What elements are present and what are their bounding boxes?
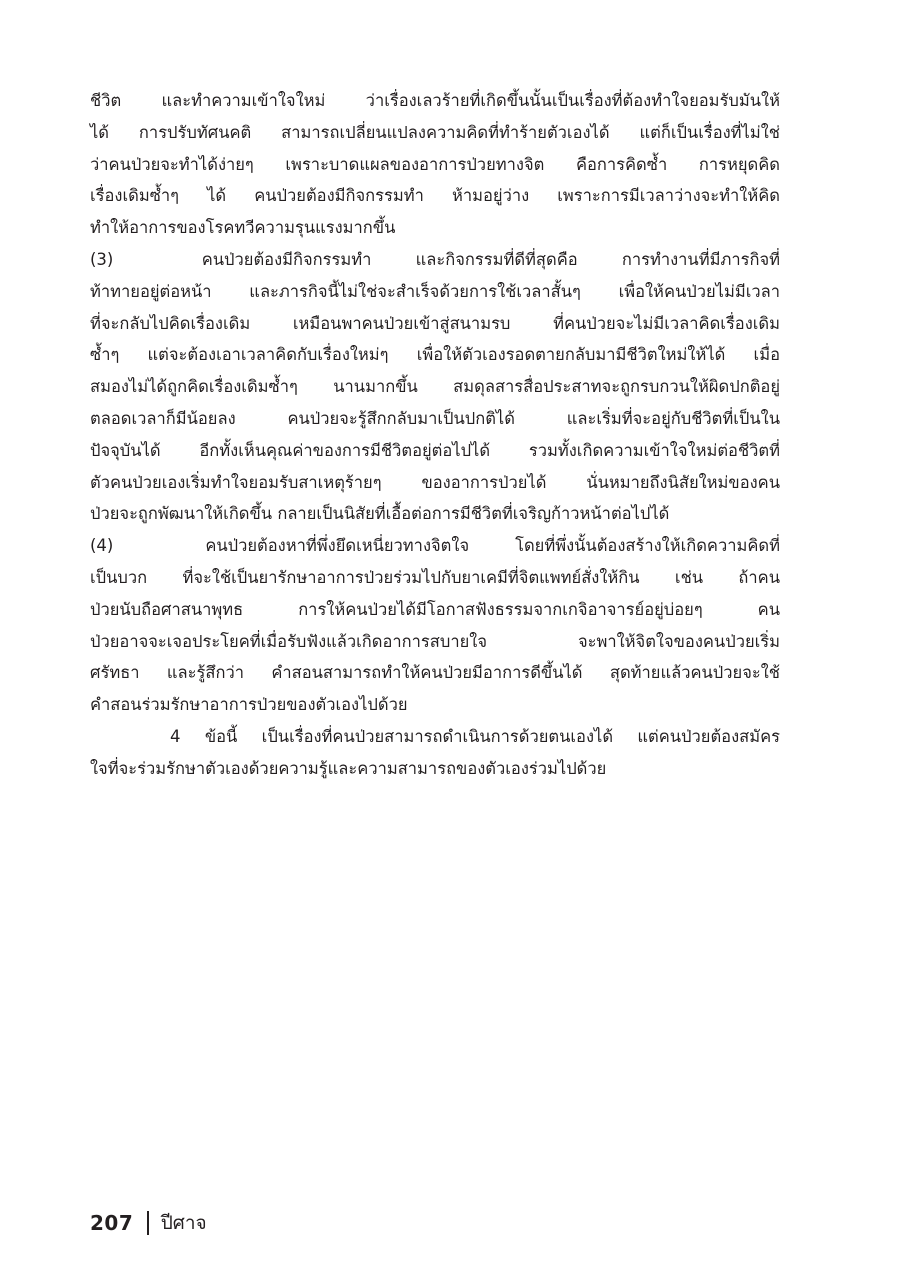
page-body xyxy=(90,85,780,785)
body-line: ได้ การปรับทัศนคติ สามารถเปลี่ยนแปลงความคิดที่ทำร้ายตัวเองได้ แต่ก็เป็นเรื่องที่ไม่ใช่ xyxy=(90,122,780,142)
body-line: ท้าทายอยู่ต่อหน้า และภารกิจนี้ไม่ใช่จะสำเร็จด้วยการใช้เวลาสั้นๆ เพื่อให้คนป่วยไม่มีเวลา xyxy=(90,281,780,301)
page-footer xyxy=(90,1208,207,1238)
running-title: ปีศาจ xyxy=(160,1212,207,1234)
body-line: ซ้ำๆ แต่จะต้องเอาเวลาคิดกับเรื่องใหม่ๆ เพื่อให้ตัวเองรอดตายกลับมามีชีวิตใหม่ให้ได้ เมื่อ xyxy=(90,345,780,365)
body-line: ว่าคนป่วยจะทำได้ง่ายๆ เพราะบาดแผลของอาการป่วยทางจิต คือการคิดซ้ำ การหยุดคิด xyxy=(90,154,780,174)
body-line: ป่วยอาจจะเจอประโยคที่เมื่อรับฟังแล้วเกิดอาการสบายใจ จะพาให้จิตใจของคนป่วยเริ่ม xyxy=(90,631,780,651)
body-line: ทำให้อาการของโรคทวีความรุนแรงมากขึ้น xyxy=(90,218,396,238)
body-line: ป่วยจะถูกพัฒนาให้เกิดขึ้น กลายเป็นนิสัยที่เอื้อต่อการมีชีวิตที่เจริญก้าวหน้าต่อไปได้ xyxy=(90,504,670,524)
body-line: ศรัทธา และรู้สึกว่า คำสอนสามารถทำให้คนป่วยมีอาการดีขึ้นได้ สุดท้ายแล้วคนป่วยจะใช้ xyxy=(90,663,780,683)
body-line: ปัจจุบันได้ อีกทั้งเห็นคุณค่าของการมีชีวิตอยู่ต่อไปได้ รวมทั้งเกิดความเข้าใจใหม่ต่อชีวิตที่ xyxy=(90,440,780,460)
body-line: ใจที่จะร่วมรักษาตัวเองด้วยความรู้และความสามารถของตัวเองร่วมไปด้วย xyxy=(90,758,607,778)
body-line: สมองไม่ได้ถูกคิดเรื่องเดิมซ้ำๆ นานมากขึ้น สมดุลสารสื่อประสาทจะถูกรบกวนให้ผิดปกติอยู่ xyxy=(90,377,780,397)
body-line: ชีวิต และทำความเข้าใจใหม่ ว่าเรื่องเลวร้ายที่เกิดขึ้นนั้นเป็นเรื่องที่ต้องทำใจยอมรับมันให้ xyxy=(90,91,780,110)
body-line: ป่วยนับถือศาสนาพุทธ การให้คนป่วยได้มีโอกาสฟังธรรมจากเกจิอาจารย์อยู่บ่อยๆ คน xyxy=(90,599,780,619)
body-line: คำสอนร่วมรักษาอาการป่วยของตัวเองไปด้วย xyxy=(90,695,408,715)
page-number: 207 xyxy=(90,1211,134,1235)
closing-paragraph-line: 4 ข้อนี้ เป็นเรื่องที่คนป่วยสามารถดำเนินการด้วยตนเองได้ แต่คนป่วยต้องสมัคร xyxy=(170,726,780,746)
body-line: ที่จะกลับไปคิดเรื่องเดิม เหมือนพาคนป่วยเข้าสู่สนามรบ ที่คนป่วยจะไม่มีเวลาคิดเรื่องเดิม xyxy=(90,313,780,333)
body-line: ตลอดเวลาก็มีน้อยลง คนป่วยจะรู้สึกกลับมาเป็นปกติได้ และเริ่มที่จะอยู่กับชีวิตที่เป็นใน xyxy=(90,408,780,428)
list-item-3-line: (3) คนป่วยต้องมีกิจกรรมทำ และกิจกรรมที่ดีที่สุดคือ การทำงานที่มีภารกิจที่ xyxy=(90,249,780,269)
list-item-4-line: (4) คนป่วยต้องหาที่พึ่งยึดเหนี่ยวทางจิตใจ โดยที่พึ่งนั้นต้องสร้างให้เกิดความคิดที่ xyxy=(90,536,780,556)
body-line: เรื่องเดิมซ้ำๆ ได้ คนป่วยต้องมีกิจกรรมทำ ห้ามอยู่ว่าง เพราะการมีเวลาว่างจะทำให้คิด xyxy=(90,186,780,206)
footer-divider xyxy=(147,1211,149,1235)
body-line: เป็นบวก ที่จะใช้เป็นยารักษาอาการป่วยร่วมไปกับยาเคมีที่จิตแพทย์สั่งให้กิน เช่น ถ้าคน xyxy=(90,567,780,587)
body-line: ตัวคนป่วยเองเริ่มทำใจยอมรับสาเหตุร้ายๆ ของอาการป่วยได้ นั่นหมายถึงนิสัยใหม่ของคน xyxy=(90,472,780,492)
